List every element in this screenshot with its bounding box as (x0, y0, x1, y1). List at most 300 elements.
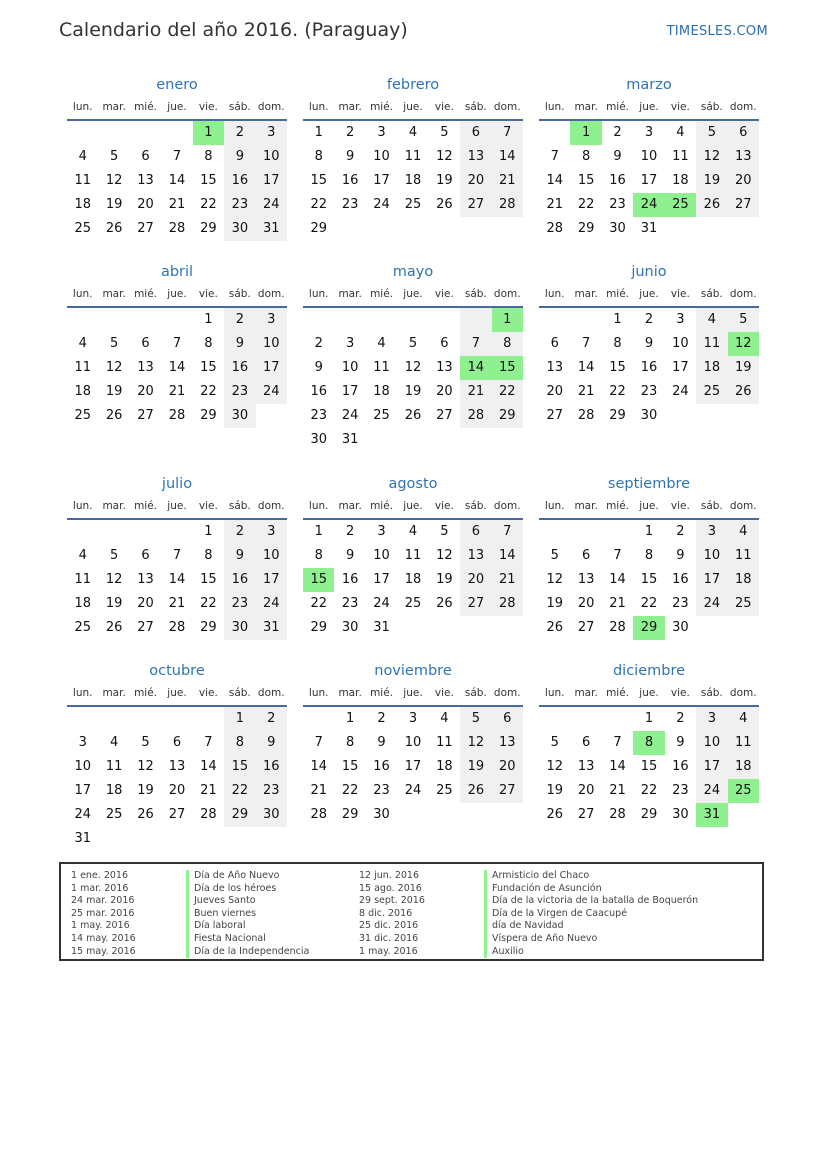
empty-cell (539, 121, 570, 145)
holiday-day-cell: 31 (696, 803, 727, 827)
day-cell: 22 (310, 197, 327, 212)
day-cell: 15 (200, 173, 217, 188)
weekday-label: jue. (167, 288, 187, 300)
day-cell: 22 (609, 384, 626, 399)
day-grid (539, 121, 759, 241)
weekday-label: mié. (134, 288, 158, 300)
empty-cell (492, 217, 523, 241)
weekday-header (303, 683, 523, 707)
day-cell: 26 (728, 380, 759, 404)
day-cell: 7 (172, 548, 182, 563)
day-cell: 1 (345, 711, 355, 726)
day-cell: 4 (696, 308, 727, 332)
weekday-label: mié. (606, 687, 630, 699)
empty-cell (224, 827, 255, 851)
empty-cell (728, 803, 759, 827)
day-cell: 24 (696, 779, 727, 803)
day-cell: 11 (74, 173, 91, 188)
empty-cell (130, 121, 161, 145)
day-cell: 12 (696, 145, 727, 169)
weekday-label: dom. (493, 500, 521, 512)
day-cell: 10 (640, 149, 658, 164)
day-cell: 10 (373, 149, 390, 164)
empty-cell (334, 308, 365, 332)
day-cell: 20 (137, 197, 154, 212)
day-cell: 26 (460, 779, 491, 803)
day-cell: 30 (224, 616, 255, 640)
empty-cell (397, 616, 428, 640)
day-cell: 3 (345, 336, 355, 351)
empty-cell (193, 827, 224, 851)
day-cell: 17 (256, 169, 287, 193)
day-cell: 9 (224, 145, 255, 169)
legend-holiday-name: Buen viernes (186, 908, 309, 921)
day-cell: 27 (137, 620, 154, 635)
day-cell: 11 (696, 332, 727, 356)
day-cell: 3 (696, 520, 727, 544)
day-cell: 16 (672, 759, 689, 774)
day-cell: 5 (109, 548, 119, 563)
empty-cell (492, 803, 523, 827)
day-cell: 31 (74, 831, 91, 846)
day-cell: 6 (172, 735, 182, 750)
holiday-day-cell: 29 (633, 616, 664, 640)
weekday-header (539, 683, 759, 707)
day-cell: 23 (341, 197, 359, 212)
day-cell: 11 (404, 149, 422, 164)
day-cell: 7 (492, 520, 523, 544)
day-cell: 12 (546, 572, 563, 587)
day-cell: 21 (200, 783, 217, 798)
day-cell: 16 (609, 173, 626, 188)
day-cell: 7 (314, 735, 323, 750)
day-cell: 29 (609, 408, 626, 423)
weekday-label: vie. (198, 101, 218, 113)
legend-holiday-date: 1 ene. 2016 (71, 870, 128, 881)
legend-holiday-date: 1 mar. 2016 (71, 882, 129, 894)
weekday-label: lun. (308, 288, 329, 300)
day-cell: 7 (581, 336, 591, 351)
weekday-label: sáb. (464, 101, 487, 113)
day-cell: 25 (728, 592, 759, 616)
day-cell: 13 (492, 731, 523, 755)
day-cell: 2 (314, 336, 323, 351)
day-cell: 29 (200, 620, 217, 635)
day-cell: 8 (345, 735, 355, 750)
holiday-day-cell: 24 (633, 193, 664, 217)
holiday-day-cell: 25 (728, 779, 759, 803)
weekday-label: vie. (198, 500, 218, 512)
empty-cell (696, 217, 727, 241)
day-cell: 14 (168, 572, 186, 587)
day-cell: 5 (109, 149, 119, 164)
day-cell: 23 (341, 596, 359, 611)
day-cell: 12 (404, 360, 422, 375)
weekday-label: mar. (338, 101, 362, 113)
weekday-header (67, 284, 287, 308)
day-cell: 11 (373, 360, 390, 375)
day-cell: 19 (105, 384, 123, 399)
day-cell: 21 (492, 169, 523, 193)
day-cell: 19 (696, 169, 727, 193)
empty-cell (130, 308, 161, 332)
day-cell: 13 (577, 759, 595, 774)
day-cell: 29 (200, 408, 217, 423)
day-cell: 23 (256, 779, 287, 803)
day-cell: 28 (546, 221, 563, 236)
day-cell: 26 (404, 408, 422, 423)
day-cell: 4 (78, 336, 87, 351)
day-cell: 17 (341, 384, 359, 399)
weekday-label: mar. (102, 500, 126, 512)
holiday-day-cell: 12 (728, 332, 759, 356)
day-cell: 13 (137, 173, 154, 188)
day-cell: 1 (314, 125, 323, 140)
day-cell: 17 (256, 568, 287, 592)
weekday-label: sáb. (700, 687, 723, 699)
month-name: agosto (388, 476, 438, 492)
day-cell: 7 (204, 735, 213, 750)
holiday-day-cell: 1 (193, 121, 224, 145)
day-cell: 7 (492, 121, 523, 145)
weekday-label: lun. (308, 101, 329, 113)
day-cell: 5 (550, 735, 559, 750)
holiday-day-cell: 25 (665, 193, 696, 217)
weekday-label: lun. (544, 500, 565, 512)
empty-cell (728, 616, 759, 640)
day-cell: 31 (341, 432, 359, 447)
day-cell: 1 (644, 524, 654, 539)
day-cell: 30 (672, 807, 689, 822)
day-cell: 8 (204, 149, 213, 164)
day-cell: 13 (436, 360, 453, 375)
day-cell: 13 (728, 145, 759, 169)
day-cell: 6 (581, 735, 591, 750)
day-cell: 8 (613, 336, 622, 351)
day-cell: 19 (137, 783, 154, 798)
day-cell: 13 (137, 360, 154, 375)
weekday-label: vie. (198, 288, 218, 300)
day-cell: 28 (492, 193, 523, 217)
weekday-label: sáb. (464, 288, 487, 300)
legend-holiday-date: 25 dic. 2016 (359, 920, 419, 932)
day-cell: 3 (377, 524, 386, 539)
day-cell: 13 (546, 360, 563, 375)
empty-cell (728, 217, 759, 241)
legend-holiday-name: Día de la victoria de la batalla de Boquerón (484, 895, 698, 908)
day-cell: 24 (256, 193, 287, 217)
day-cell: 24 (696, 592, 727, 616)
legend-holiday-name: Auxilio (484, 946, 698, 959)
legend-holiday-date: 8 dic. 2016 (359, 907, 413, 919)
day-cell: 18 (404, 173, 422, 188)
month-name: noviembre (374, 663, 452, 679)
day-cell: 5 (460, 707, 491, 731)
day-cell: 20 (436, 384, 453, 399)
legend-holiday-name: Víspera de Año Nuevo (484, 933, 698, 946)
day-cell: 6 (550, 336, 559, 351)
empty-cell (460, 428, 491, 452)
empty-cell (696, 404, 727, 428)
day-cell: 14 (492, 544, 523, 568)
day-cell: 11 (74, 572, 91, 587)
empty-cell (256, 404, 287, 428)
day-cell: 17 (640, 173, 658, 188)
weekday-label: mar. (338, 687, 362, 699)
weekday-label: dom. (729, 500, 757, 512)
empty-cell (460, 308, 491, 332)
day-cell: 4 (728, 707, 759, 731)
day-grid (67, 520, 287, 640)
day-cell: 28 (310, 807, 327, 822)
weekday-label: sáb. (464, 500, 487, 512)
day-cell: 22 (492, 380, 523, 404)
day-cell: 2 (345, 125, 355, 140)
day-cell: 9 (345, 548, 355, 563)
day-cell: 5 (550, 548, 559, 563)
day-cell: 4 (676, 125, 685, 140)
day-cell: 23 (224, 592, 255, 616)
day-cell: 9 (676, 548, 685, 563)
day-cell: 17 (373, 173, 390, 188)
day-cell: 3 (256, 520, 287, 544)
day-cell: 28 (492, 592, 523, 616)
day-cell: 2 (676, 711, 685, 726)
day-cell: 27 (137, 221, 154, 236)
day-cell: 18 (74, 197, 91, 212)
empty-cell (570, 707, 601, 731)
empty-cell (570, 308, 601, 332)
weekday-label: jue. (167, 687, 187, 699)
legend-holiday-date: 24 mar. 2016 (71, 895, 135, 907)
day-cell: 26 (546, 807, 563, 822)
day-cell: 12 (105, 572, 123, 587)
empty-cell (256, 827, 287, 851)
empty-cell (492, 616, 523, 640)
day-cell: 25 (373, 408, 390, 423)
day-cell: 27 (577, 620, 595, 635)
weekday-label: jue. (167, 101, 187, 113)
day-cell: 10 (256, 332, 287, 356)
day-cell: 31 (640, 221, 658, 236)
day-cell: 18 (436, 759, 453, 774)
day-cell: 5 (440, 524, 449, 539)
weekday-label: vie. (198, 687, 218, 699)
day-cell: 24 (404, 783, 422, 798)
day-cell: 24 (341, 408, 359, 423)
day-cell: 11 (672, 149, 689, 164)
day-cell: 29 (577, 221, 595, 236)
day-cell: 21 (168, 384, 186, 399)
day-cell: 10 (74, 759, 91, 774)
day-cell: 24 (672, 384, 689, 399)
legend-holiday-date: 12 jun. 2016 (359, 870, 420, 881)
day-cell: 28 (460, 404, 491, 428)
day-cell: 23 (224, 380, 255, 404)
weekday-label: sáb. (228, 500, 251, 512)
month-name: junio (631, 264, 667, 280)
day-cell: 10 (672, 336, 689, 351)
holiday-day-cell: 8 (633, 731, 664, 755)
day-cell: 17 (672, 360, 689, 375)
weekday-label: jue. (639, 687, 659, 699)
day-cell: 26 (137, 807, 154, 822)
day-cell: 26 (546, 620, 563, 635)
day-cell: 21 (492, 568, 523, 592)
day-cell: 10 (256, 145, 287, 169)
weekday-label: mié. (134, 101, 158, 113)
day-cell: 14 (609, 572, 626, 587)
empty-cell (130, 707, 161, 731)
weekday-label: jue. (403, 500, 423, 512)
day-cell: 25 (404, 197, 422, 212)
empty-cell (460, 803, 491, 827)
day-cell: 10 (404, 735, 422, 750)
day-cell: 7 (172, 336, 182, 351)
legend-holiday-name: Fundación de Asunción (484, 883, 698, 896)
legend-holiday-date: 31 dic. 2016 (359, 932, 419, 944)
day-cell: 20 (460, 568, 491, 592)
legend-holiday-date: 14 may. 2016 (71, 932, 136, 944)
day-cell: 15 (200, 572, 217, 587)
holiday-day-cell: 15 (492, 356, 523, 380)
day-cell: 11 (436, 735, 453, 750)
month-enero (67, 71, 287, 241)
day-cell: 27 (137, 408, 154, 423)
weekday-header (67, 683, 287, 707)
empty-cell (539, 308, 570, 332)
day-cell: 31 (256, 616, 287, 640)
empty-cell (130, 520, 161, 544)
month-noviembre (303, 657, 523, 827)
day-cell: 9 (256, 731, 287, 755)
day-cell: 15 (224, 755, 255, 779)
day-cell: 27 (728, 193, 759, 217)
empty-cell (728, 404, 759, 428)
day-cell: 14 (577, 360, 595, 375)
day-cell: 28 (200, 807, 217, 822)
day-cell: 17 (74, 783, 91, 798)
empty-cell (67, 707, 98, 731)
weekday-label: lun. (72, 288, 93, 300)
day-cell: 19 (404, 384, 422, 399)
weekday-header (67, 496, 287, 520)
empty-cell (366, 217, 397, 241)
legend-holiday-date: 15 ago. 2016 (359, 882, 422, 894)
weekday-label: mar. (102, 687, 126, 699)
day-cell: 8 (644, 548, 654, 563)
day-cell: 30 (373, 807, 390, 822)
day-cell: 3 (644, 125, 654, 140)
day-cell: 2 (613, 125, 622, 140)
empty-cell (429, 217, 460, 241)
day-cell: 13 (460, 544, 491, 568)
day-cell: 23 (672, 783, 689, 798)
month-febrero (303, 71, 523, 241)
day-cell: 22 (310, 596, 327, 611)
day-cell: 6 (492, 707, 523, 731)
legend-holiday-name: Fiesta Nacional (186, 933, 309, 946)
weekday-label: vie. (434, 288, 454, 300)
month-diciembre (539, 657, 759, 827)
day-cell: 20 (137, 384, 154, 399)
weekday-label: lun. (72, 101, 93, 113)
weekday-label: dom. (257, 101, 285, 113)
weekday-label: mié. (370, 500, 394, 512)
day-cell: 26 (105, 408, 123, 423)
weekday-label: dom. (493, 687, 521, 699)
day-cell: 21 (310, 783, 327, 798)
day-cell: 20 (546, 384, 563, 399)
day-cell: 16 (310, 384, 327, 399)
day-cell: 14 (492, 145, 523, 169)
day-cell: 10 (341, 360, 359, 375)
day-cell: 25 (74, 408, 91, 423)
day-cell: 9 (676, 735, 685, 750)
weekday-label: jue. (403, 687, 423, 699)
day-cell: 24 (256, 592, 287, 616)
brand-logo[interactable]: TIMESLES.COM (666, 24, 768, 39)
day-cell: 16 (224, 169, 255, 193)
day-cell: 25 (436, 783, 453, 798)
empty-cell (67, 308, 98, 332)
legend-holiday-name: Día de la Virgen de Caacupé (484, 908, 698, 921)
day-cell: 23 (373, 783, 390, 798)
day-cell: 5 (728, 308, 759, 332)
day-cell: 20 (728, 169, 759, 193)
weekday-label: dom. (257, 288, 285, 300)
day-cell: 15 (609, 360, 626, 375)
weekday-label: jue. (639, 500, 659, 512)
weekday-label: sáb. (464, 687, 487, 699)
weekday-label: sáb. (700, 288, 723, 300)
day-cell: 15 (200, 360, 217, 375)
weekday-label: mar. (338, 500, 362, 512)
weekday-label: lun. (544, 687, 565, 699)
weekday-label: lun. (308, 687, 329, 699)
weekday-label: sáb. (228, 101, 251, 113)
legend-holiday-date: 25 mar. 2016 (71, 907, 135, 919)
day-cell: 5 (408, 336, 418, 351)
empty-cell (429, 308, 460, 332)
day-cell: 9 (377, 735, 386, 750)
day-cell: 16 (640, 360, 658, 375)
day-cell: 23 (640, 384, 658, 399)
day-cell: 20 (577, 783, 595, 798)
weekday-label: lun. (544, 101, 565, 113)
legend-names-right (484, 870, 698, 958)
weekday-label: jue. (403, 288, 423, 300)
day-cell: 29 (224, 803, 255, 827)
day-cell: 28 (609, 807, 626, 822)
day-cell: 14 (546, 173, 563, 188)
weekday-label: sáb. (228, 687, 251, 699)
weekday-label: dom. (729, 288, 757, 300)
day-cell: 26 (696, 193, 727, 217)
day-cell: 19 (460, 755, 491, 779)
empty-cell (67, 520, 98, 544)
weekday-label: dom. (729, 687, 757, 699)
day-cell: 29 (492, 404, 523, 428)
day-cell: 21 (168, 197, 186, 212)
day-cell: 21 (460, 380, 491, 404)
empty-cell (98, 308, 129, 332)
day-cell: 4 (728, 520, 759, 544)
day-cell: 18 (696, 356, 727, 380)
day-cell: 27 (492, 779, 523, 803)
day-cell: 25 (105, 807, 123, 822)
legend-names-left (186, 870, 309, 958)
